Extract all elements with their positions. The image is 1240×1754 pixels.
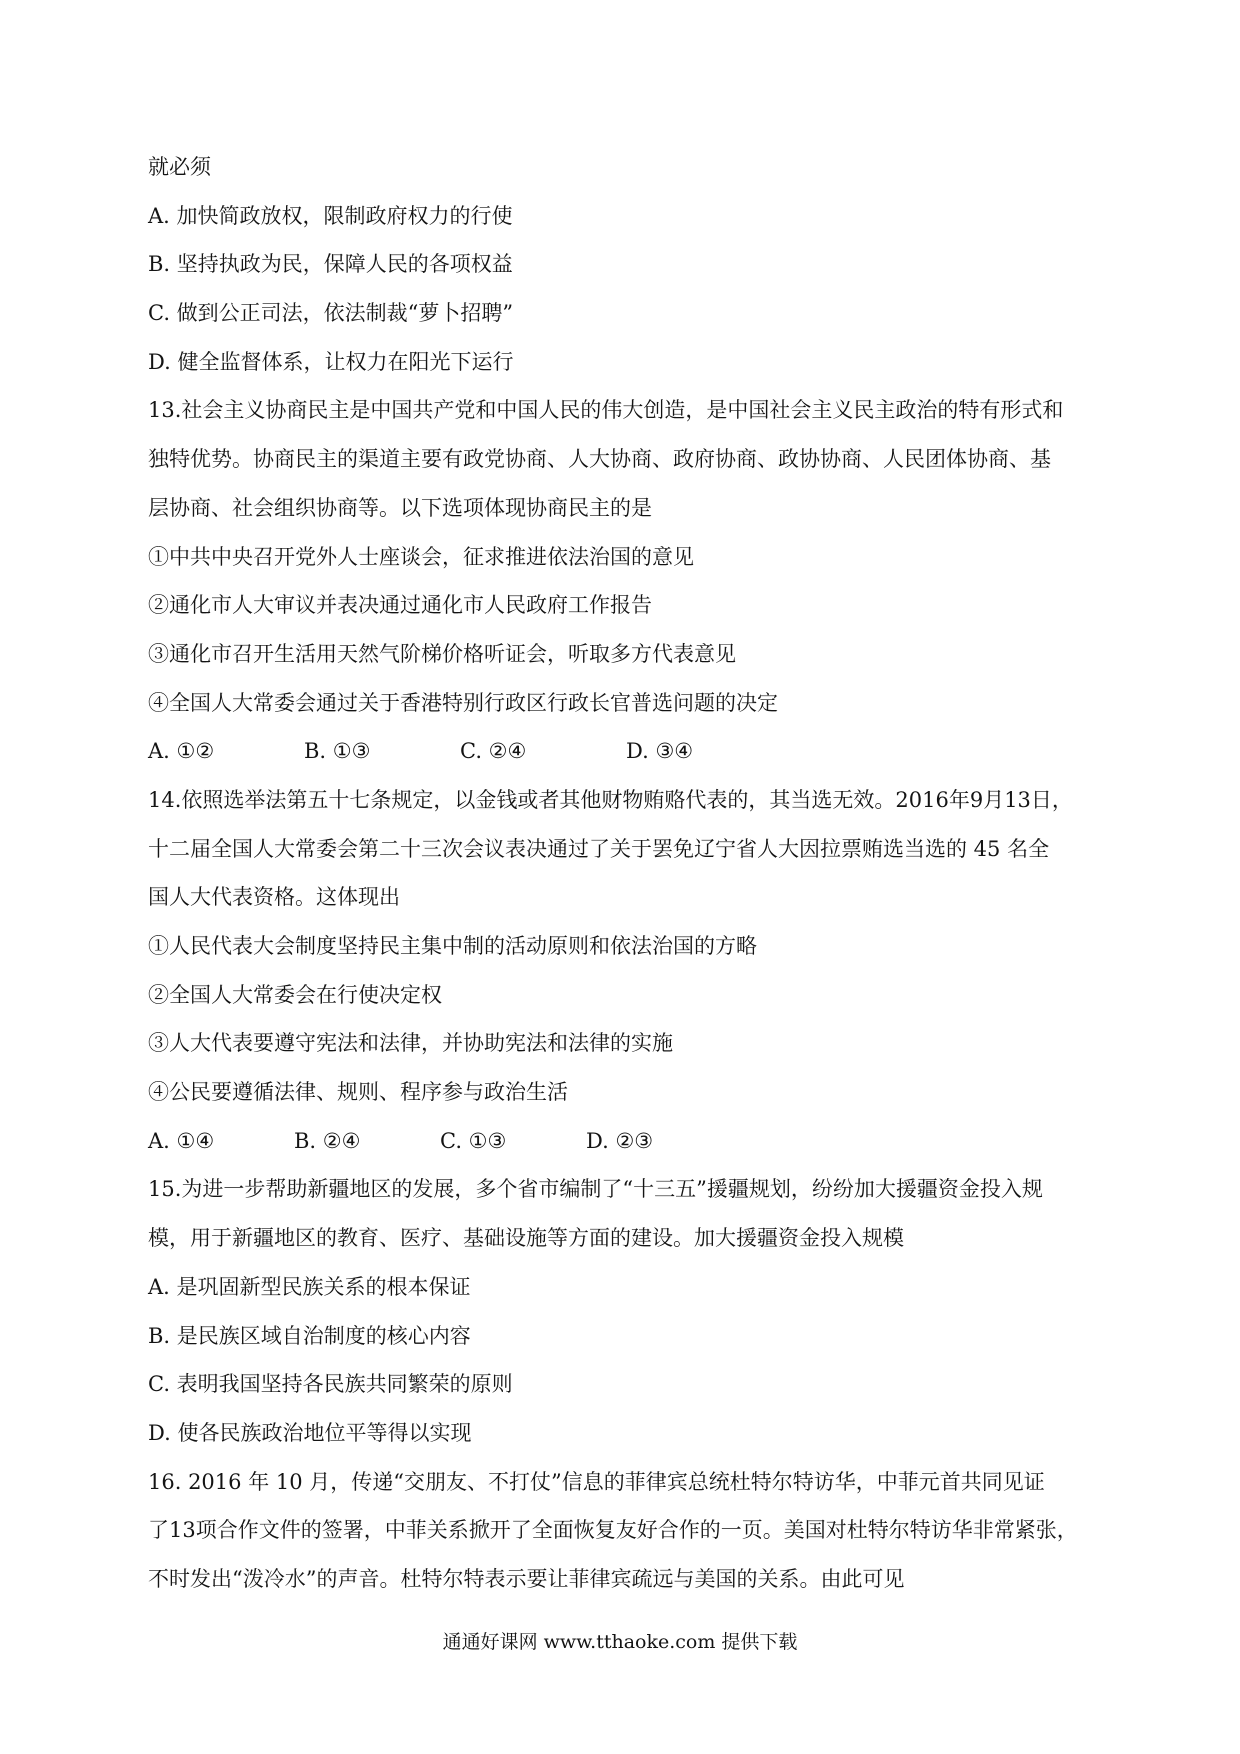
q13-option-b: B. ①③ <box>304 739 371 764</box>
text-line: 就必须 <box>148 155 211 179</box>
q14-options-row <box>148 1126 1098 1156</box>
q12-option-a: A. 加快简政放权，限制政府权力的行使 <box>148 203 513 228</box>
q13-options-row <box>148 736 1098 766</box>
q15-stem-line: 15.为进一步帮助新疆地区的发展，多个省市编制了“十三五”援疆规划，纷纷加大援疆资金投入规 <box>148 1177 1043 1202</box>
q12-option-c: C. 做到公正司法，依法制裁“萝卜招聘” <box>148 301 514 326</box>
q14-statement: ④公民要遵循法律、规则、程序参与政治生活 <box>148 1080 568 1105</box>
q14-stem-line: 国人大代表资格。这体现出 <box>148 885 400 910</box>
page-content <box>148 152 1098 1594</box>
q16-stem-line: 16. 2016 年 10 月，传递“交朋友、不打仗”信息的菲律宾总统杜特尔特访华，中菲元首共同见证 <box>148 1469 1045 1494</box>
q14-option-a: A. ①④ <box>148 1128 215 1153</box>
q12-option-d: D. 健全监督体系，让权力在阳光下运行 <box>148 349 514 374</box>
q15-option-d: D. 使各民族政治地位平等得以实现 <box>148 1420 472 1445</box>
q14-statement: ①人民代表大会制度坚持民主集中制的活动原则和依法治国的方略 <box>148 934 757 958</box>
page-footer: 通通好课网 www.tthaoke.com 提供下载 <box>442 1631 798 1653</box>
q13-statement: ③通化市召开生活用天然气阶梯价格听证会，听取多方代表意见 <box>148 641 736 666</box>
q13-stem-line: 13.社会主义协商民主是中国共产党和中国人民的伟大创造，是中国社会主义民主政治的特有形式和 <box>148 398 1064 423</box>
q14-option-c: C. ①③ <box>440 1128 507 1153</box>
q13-statement: ①中共中央召开党外人士座谈会，征求推进依法治国的意见 <box>148 544 694 569</box>
q13-option-d: D. ③④ <box>626 739 694 764</box>
q14-option-b: B. ②④ <box>294 1128 361 1153</box>
q13-stem-line: 层协商、社会组织协商等。以下选项体现协商民主的是 <box>148 495 652 520</box>
q13-statement: ④全国人大常委会通过关于香港特别行政区行政长官普选问题的决定 <box>148 690 778 715</box>
q16-stem-line: 不时发出“泼冷水”的声音。杜特尔特表示要让菲律宾疏远与美国的关系。由此可见 <box>148 1566 905 1591</box>
q15-option-b: B. 是民族区域自治制度的核心内容 <box>148 1323 471 1348</box>
q14-statement: ③人大代表要遵守宪法和法律，并协助宪法和法律的实施 <box>148 1031 673 1056</box>
q13-option-c: C. ②④ <box>460 739 527 764</box>
q16-stem-line: 了13项合作文件的签署，中菲关系掀开了全面恢复友好合作的一页。美国对杜特尔特访华非常紧张， <box>148 1518 1078 1543</box>
q15-option-a: A. 是巩固新型民族关系的根本保证 <box>148 1274 471 1299</box>
q15-stem-line: 模，用于新疆地区的教育、医疗、基础设施等方面的建设。加大援疆资金投入规模 <box>148 1226 904 1251</box>
q13-statement: ②通化市人大审议并表决通过通化市人民政府工作报告 <box>148 593 652 618</box>
q15-option-c: C. 表明我国坚持各民族共同繁荣的原则 <box>148 1372 513 1397</box>
q13-stem-line: 独特优势。协商民主的渠道主要有政党协商、人大协商、政府协商、政协协商、人民团体协商、基 <box>148 447 1051 472</box>
q14-statement: ②全国人大常委会在行使决定权 <box>148 982 442 1007</box>
q14-option-d: D. ②③ <box>586 1128 654 1153</box>
q13-option-a: A. ①② <box>148 739 215 764</box>
q14-stem-line: 十二届全国人大常委会第二十三次会议表决通过了关于罢免辽宁省人大因拉票贿选当选的 45 名全 <box>148 836 1050 861</box>
q14-stem-line: 14.依照选举法第五十七条规定，以金钱或者其他财物贿赂代表的，其当选无效。2016年9月13日， <box>148 787 1073 812</box>
q12-option-b: B. 坚持执政为民，保障人民的各项权益 <box>148 252 513 277</box>
